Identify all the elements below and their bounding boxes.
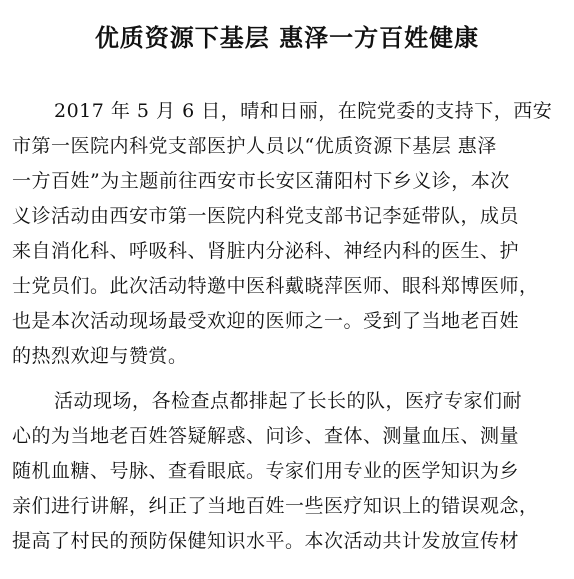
- paragraph-2-line-3: 随机血糖、号脉、查看眼底。专家们用专业的医学知识为乡: [12, 460, 520, 482]
- paragraph-1-line-5: 来自消化科、呼吸科、肾脏内分泌科、神经内科的医生、护: [12, 240, 520, 262]
- paragraph-2-line-4: 亲们进行讲解，纠正了当地百姓一些医疗知识上的错误观念，: [12, 495, 539, 517]
- paragraph-2-line-2: 心的为当地老百姓答疑解惑、问诊、查体、测量血压、测量: [12, 425, 520, 447]
- paragraph-1-line-1: 2017 年 5 月 6 日，晴和日丽，在院党委的支持下，西安: [54, 100, 553, 122]
- paragraph-2-line-5: 提高了村民的预防保健知识水平。本次活动共计发放宣传材: [12, 530, 520, 552]
- paragraph-1-line-4: 义诊活动由西安市第一医院内科党支部书记李延带队，成员: [12, 205, 520, 227]
- paragraph-2-line-1: 活动现场，各检查点都排起了长长的队，医疗专家们耐: [54, 390, 523, 412]
- paragraph-1-line-2: 市第一医院内科党支部医护人员以“优质资源下基层 惠泽: [12, 135, 497, 157]
- paragraph-1-line-3: 一方百姓”为主题前往西安市长安区蒲阳村下乡义诊，本次: [12, 170, 510, 192]
- paragraph-1-line-6: 士党员们。此次活动特邀中医科戴晓萍医师、眼科郑博医师，: [12, 275, 539, 297]
- paragraph-1-line-7: 也是本次活动现场最受欢迎的医师之一。受到了当地老百姓: [12, 310, 520, 332]
- page-title: 优质资源下基层 惠泽一方百姓健康: [94, 24, 480, 52]
- paragraph-1-line-8: 的热烈欢迎与赞赏。: [12, 345, 188, 367]
